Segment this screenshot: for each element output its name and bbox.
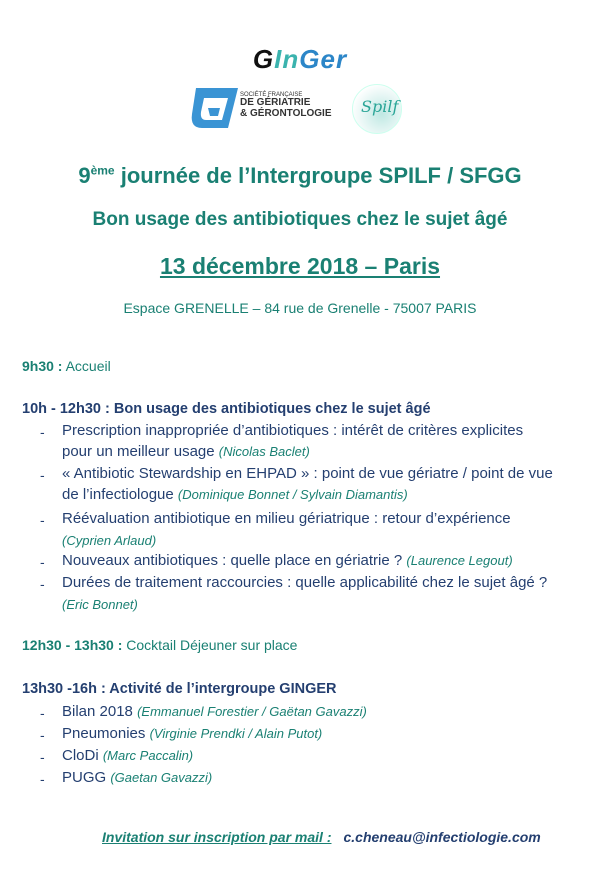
list-item: PUGG (Gaetan Gavazzi) [62, 769, 213, 786]
list-item: Nouveaux antibiotiques : quelle place en gériatrie ? (Laurence Legout) [62, 552, 513, 569]
list-item: (Cyprien Arlaud) [62, 533, 157, 548]
invitation-line [102, 829, 541, 845]
list-item: (Eric Bonnet) [62, 597, 138, 612]
bullet-dash: - [40, 727, 45, 743]
sfgg-logo: SOCIÉTÉ FRANÇAISE DE GÉRIATRIE & GÉRONTOLOGIE [188, 84, 348, 134]
bullet-dash: - [40, 705, 45, 721]
bullet-dash: - [40, 771, 45, 787]
event-date: 13 décembre 2018 – Paris [159, 253, 441, 279]
list-item: Réévaluation antibiotique en milieu gériatrique : retour d’expérience [62, 510, 511, 527]
list-item: de l’infectiologue (Dominique Bonnet / Sylvain Diamantis) [62, 486, 408, 503]
invitation-label: Invitation sur inscription par mail : [102, 829, 332, 845]
list-item: Prescription inappropriée d’antibiotiques : intérêt de critères explicites [62, 422, 524, 439]
contact-email[interactable]: c.cheneau@infectiologie.com [343, 829, 541, 845]
bullet-dash: - [40, 424, 45, 440]
bullet-dash: - [40, 576, 45, 592]
list-item: Durées de traitement raccourcies : quelle applicabilité chez le sujet âgé ? [62, 574, 548, 591]
bullet-dash: - [40, 512, 45, 528]
list-item: CloDi (Marc Paccalin) [62, 747, 194, 764]
spilf-logo: Spilf [352, 84, 402, 134]
list-item: Bilan 2018 (Emmanuel Forestier / Gaëtan Gavazzi) [62, 703, 367, 720]
session1-heading: 10h - 12h30 : Bon usage des antibiotiques chez le sujet âgé [22, 401, 431, 417]
sfgg-emblem-icon [188, 84, 240, 132]
subtitle: Bon usage des antibiotiques chez le sujet âgé [92, 209, 508, 230]
page-title: 9ème journée de l’Intergroupe SPILF / SFGG [78, 163, 522, 188]
list-item: Pneumonies (Virginie Prendki / Alain Putot) [62, 725, 323, 742]
list-item: pour un meilleur usage (Nicolas Baclet) [62, 443, 310, 460]
bullet-dash: - [40, 467, 45, 483]
bullet-dash: - [40, 554, 45, 570]
welcome-slot: 9h30 : Accueil [22, 358, 111, 374]
list-item: « Antibiotic Stewardship en EHPAD » : point de vue gériatre / point de vue [62, 465, 553, 482]
lunch-slot: 12h30 - 13h30 : Cocktail Déjeuner sur place [22, 637, 298, 653]
session2-heading: 13h30 -16h : Activité de l’intergroupe GINGER [22, 681, 337, 697]
venue-address: Espace GRENELLE – 84 rue de Grenelle - 75007 PARIS [123, 300, 477, 316]
ginger-logo: GInGer [252, 44, 348, 74]
bullet-dash: - [40, 749, 45, 765]
